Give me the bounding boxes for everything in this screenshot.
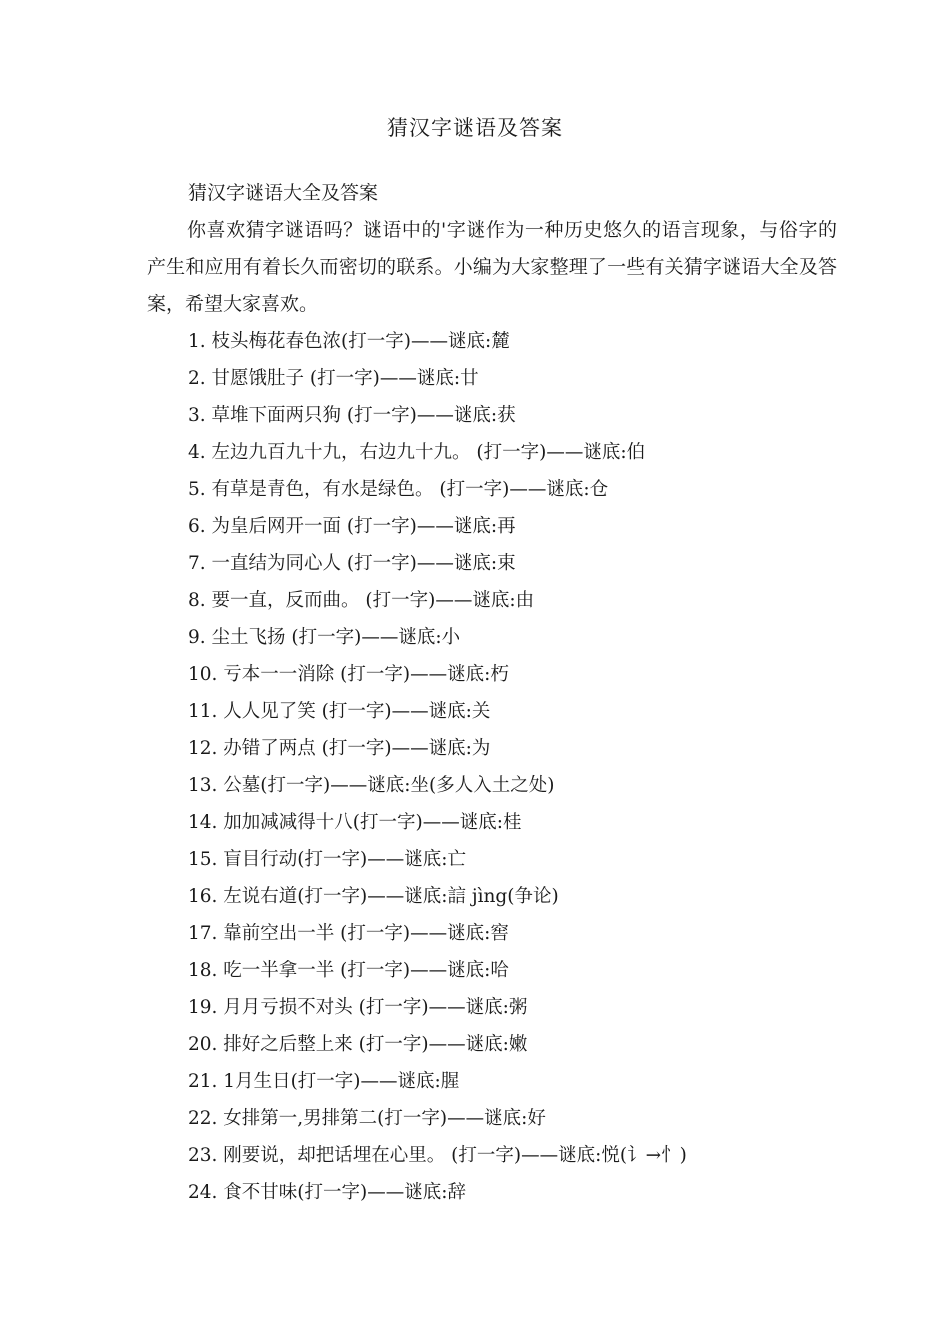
riddle-item: 21. 1月生日(打一字)——谜底:腥 bbox=[188, 1071, 460, 1092]
riddle-item: 15. 盲目行动(打一字)——谜底:亡 bbox=[188, 849, 466, 870]
riddle-item: 3. 草堆下面两只狗 (打一字)——谜底:获 bbox=[188, 405, 516, 426]
riddle-item: 23. 刚要说，却把话埋在心里。 (打一字)——谜底:悦(讠→忄) bbox=[188, 1145, 687, 1166]
riddle-item: 4. 左边九百九十九，右边九十九。 (打一字)——谜底:伯 bbox=[188, 442, 646, 463]
riddle-item: 14. 加加减减得十八(打一字)——谜底:桂 bbox=[188, 812, 522, 833]
riddle-item: 1. 枝头梅花春色浓(打一字)——谜底:麓 bbox=[188, 331, 510, 352]
riddle-item: 19. 月月亏损不对头 (打一字)——谜底:粥 bbox=[188, 997, 528, 1018]
riddle-item: 20. 排好之后整上来 (打一字)——谜底:嫩 bbox=[188, 1034, 528, 1055]
riddle-item: 10. 亏本一一消除 (打一字)——谜底:朽 bbox=[188, 664, 509, 685]
document-subtitle: 猜汉字谜语大全及答案 bbox=[188, 182, 379, 204]
riddle-item: 17. 靠前空出一半 (打一字)——谜底:窖 bbox=[188, 923, 509, 944]
riddle-item: 6. 为皇后网开一面 (打一字)——谜底:再 bbox=[188, 516, 516, 537]
document-title: 猜汉字谜语及答案 bbox=[387, 116, 563, 140]
riddle-item: 7. 一直结为同心人 (打一字)——谜底:束 bbox=[188, 553, 516, 574]
riddle-item: 2. 甘愿饿肚子 (打一字)——谜底:廿 bbox=[188, 368, 479, 389]
riddle-item: 5. 有草是青色，有水是绿色。 (打一字)——谜底:仓 bbox=[188, 479, 609, 500]
intro-paragraph: 你喜欢猜字谜语吗？谜语中的'字谜作为一种历史悠久的语言现象，与俗字的产生和应用有着长久而密切的联系。小编为大家整理了一些有关猜字谜语大全及答案，希望大家喜欢。 bbox=[147, 219, 837, 315]
riddle-item: 9. 尘土飞扬 (打一字)——谜底:小 bbox=[188, 627, 461, 648]
riddle-item: 13. 公墓(打一字)——谜底:坐(多人入土之处) bbox=[188, 775, 555, 796]
riddle-item: 24. 食不甘味(打一字)——谜底:辞 bbox=[188, 1182, 466, 1203]
riddle-item: 16. 左说右道(打一字)——谜底:誩 jìng(争论) bbox=[188, 886, 559, 907]
riddle-item: 8. 要一直，反而曲。 (打一字)——谜底:由 bbox=[188, 590, 535, 611]
riddle-item: 18. 吃一半拿一半 (打一字)——谜底:哈 bbox=[188, 960, 509, 981]
riddle-item: 11. 人人见了笑 (打一字)——谜底:关 bbox=[188, 701, 491, 722]
riddle-item: 12. 办错了两点 (打一字)——谜底:为 bbox=[188, 738, 491, 759]
riddle-list bbox=[188, 323, 687, 1211]
riddle-item: 22. 女排第一,男排第二(打一字)——谜底:好 bbox=[188, 1108, 546, 1129]
